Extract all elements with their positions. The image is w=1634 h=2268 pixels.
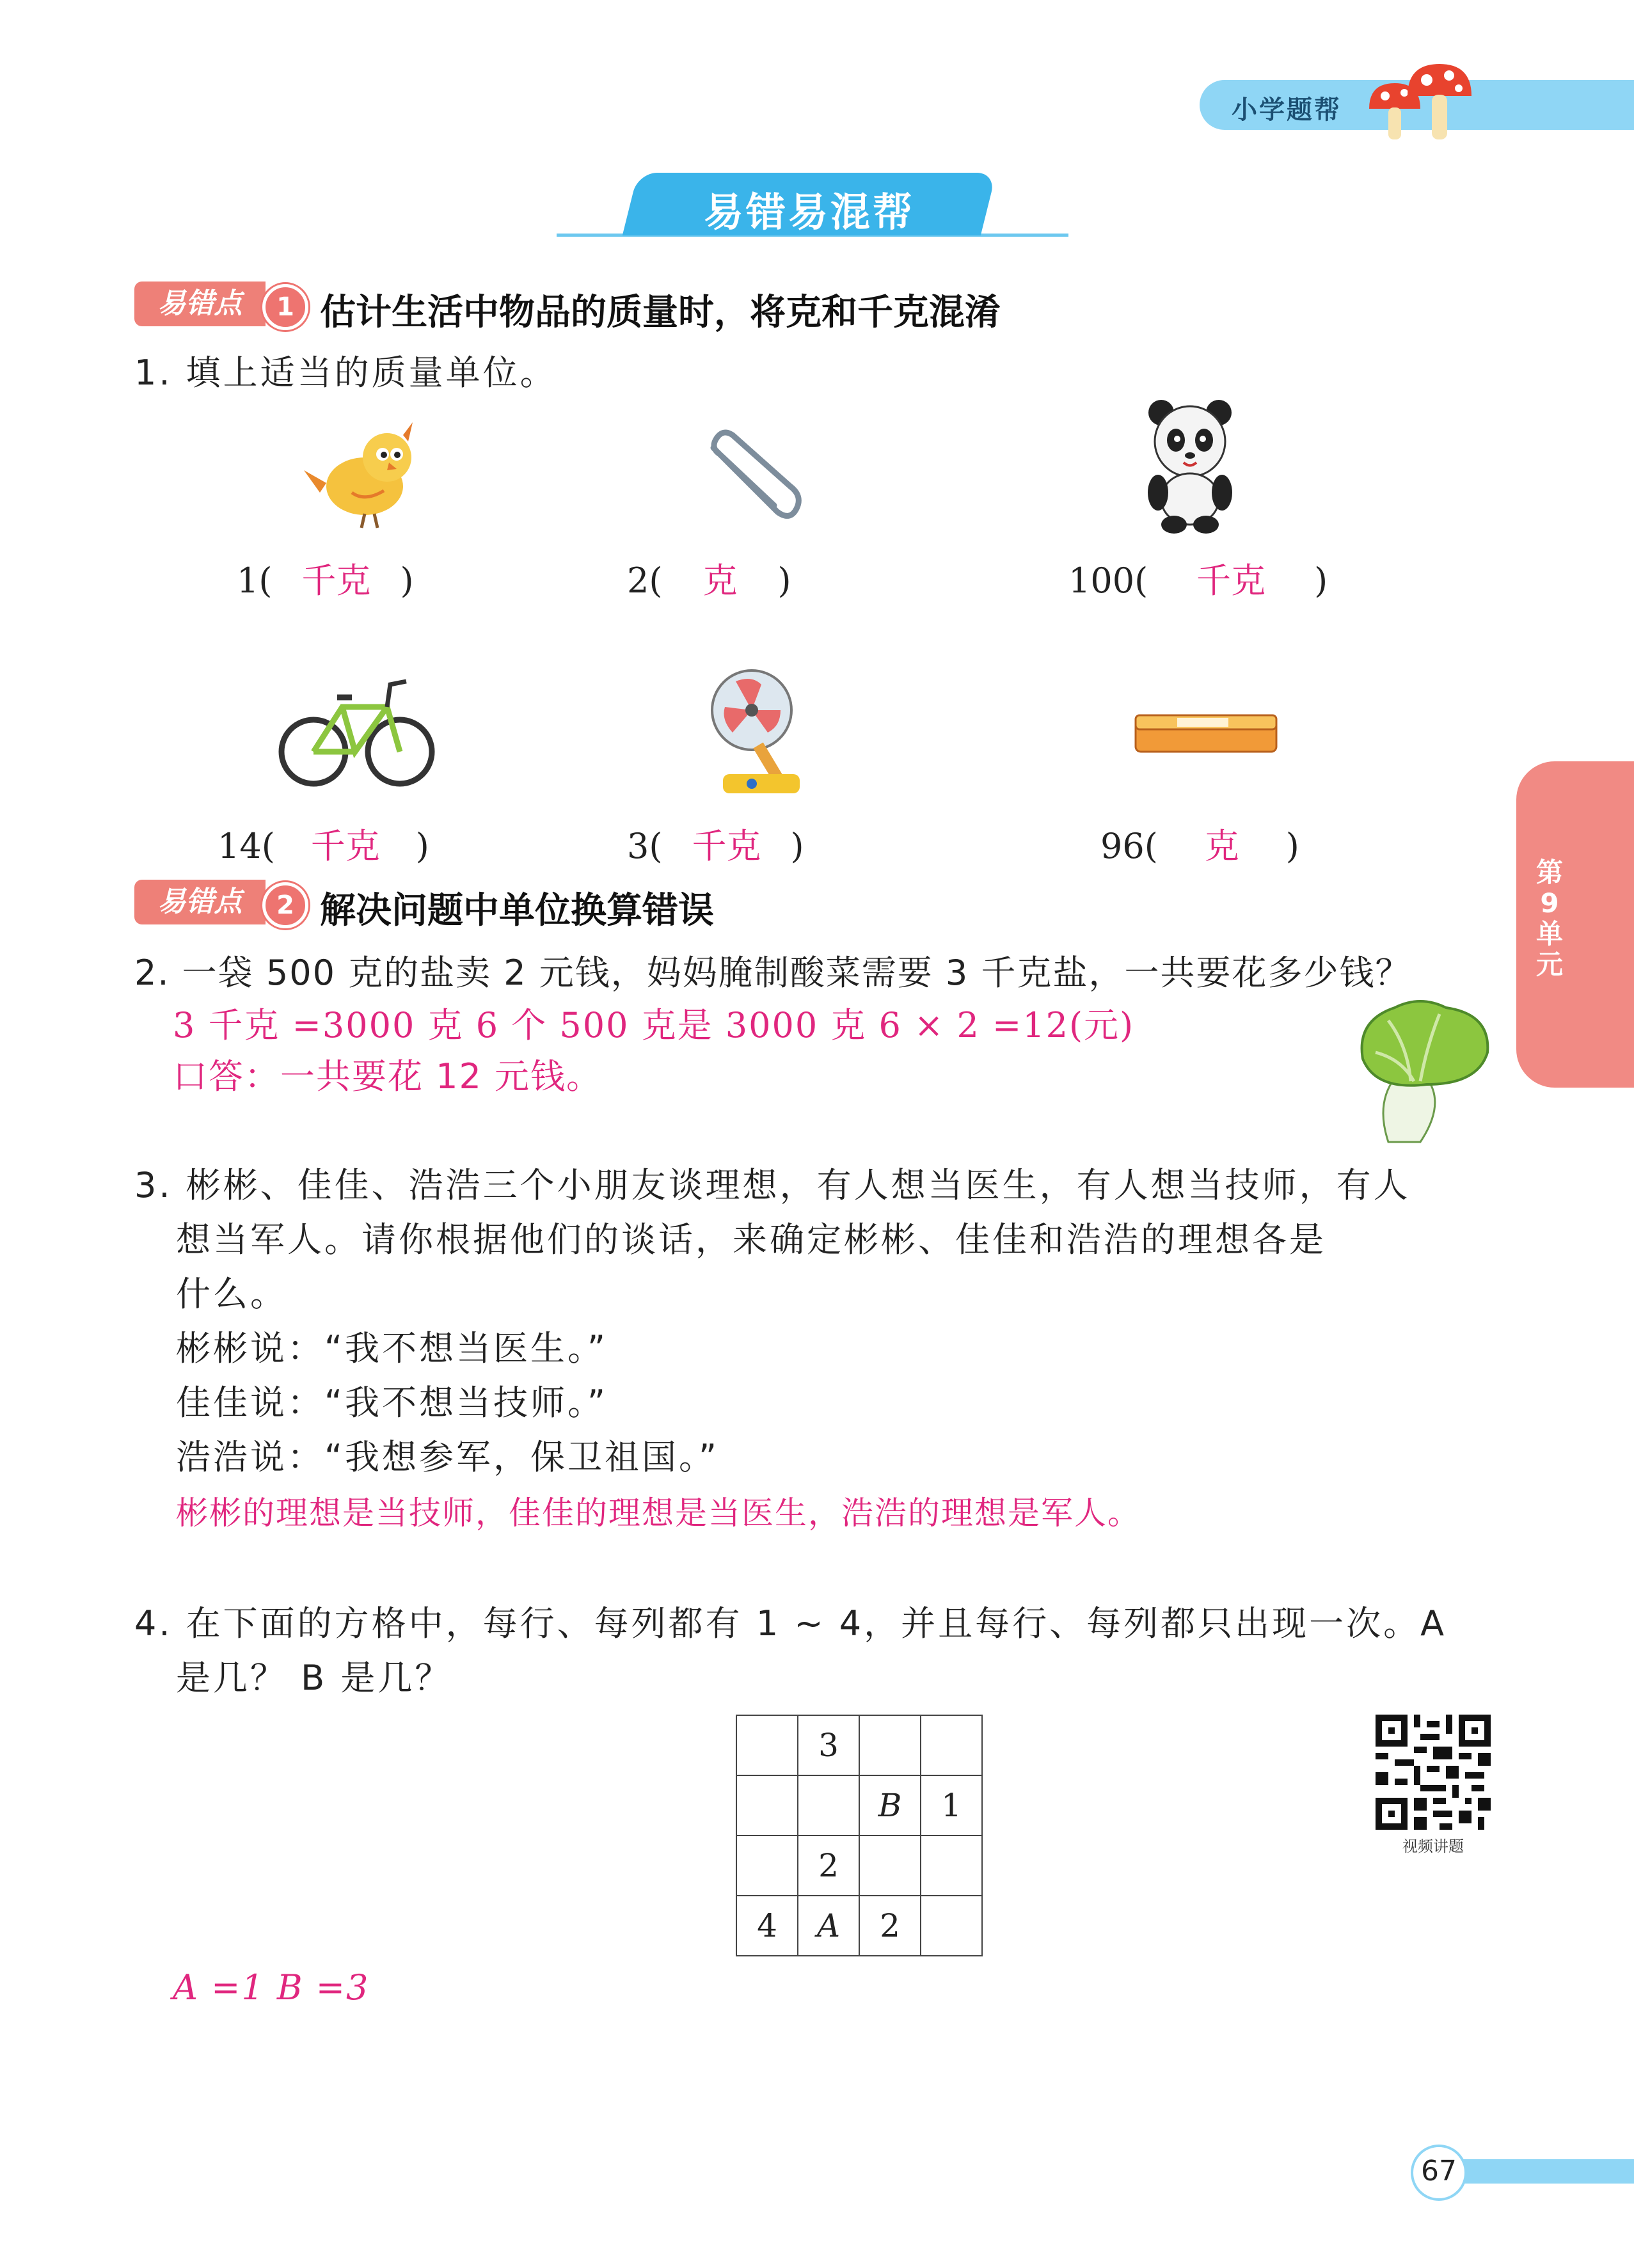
question-3-speech-2: 佳佳说：“我不想当技师。” [176, 1383, 608, 1423]
grid-cell [921, 1896, 982, 1956]
page-number: 67 [1421, 2155, 1457, 2187]
answer-unit: 千克 [301, 560, 371, 601]
question-4-prompt-line2: 是几？ B 是几？ [176, 1658, 452, 1698]
answer-unit: 千克 [1196, 560, 1266, 601]
paperclip-icon [701, 429, 803, 525]
grid-cell: A [798, 1896, 859, 1956]
grid-cell [859, 1715, 921, 1775]
grid-cell: 2 [859, 1896, 921, 1956]
mass-item-1: 1( 千克 ) [237, 553, 414, 603]
mass-item-5: 3( 千克 ) [627, 819, 804, 868]
error-point-2 [134, 880, 1158, 932]
question-3-prompt-line2: 想当军人。请你根据他们的谈话，来确定彬彬、佳佳和浩浩的理想各是 [176, 1219, 1326, 1260]
pencil-case-icon [1132, 710, 1280, 761]
mass-item-2: 2( 克 ) [627, 553, 791, 603]
question-3-prompt-line3: 什么。 [176, 1274, 287, 1314]
answer-unit: 千克 [692, 826, 761, 866]
error-point-number: 1 [262, 284, 308, 330]
section-title: 易错易混帮 [703, 189, 915, 235]
grid-cell: 4 [736, 1896, 798, 1956]
grid-cell: B [859, 1775, 921, 1836]
answer-unit: 克 [702, 560, 738, 601]
grid-cell [921, 1836, 982, 1896]
grid-row [736, 1715, 982, 1775]
grid-cell [921, 1715, 982, 1775]
error-point-1 [134, 282, 1158, 333]
panda-icon [1139, 397, 1241, 534]
question-4-answer: A =1 B =3 [173, 1967, 370, 2008]
qr-code-icon[interactable] [1376, 1715, 1491, 1830]
grid-row [736, 1896, 982, 1956]
question-3-prompt-line1: 3. 彬彬、佳佳、浩浩三个小朋友谈理想，有人想当医生，有人想当技师，有人 [134, 1165, 1411, 1205]
bicycle-icon [278, 669, 435, 790]
cabbage-icon [1350, 995, 1497, 1148]
mushroom-icon [1344, 58, 1471, 147]
brand-title: 小学题帮 [1232, 95, 1342, 125]
fan-icon [707, 665, 809, 803]
answer-unit: 千克 [310, 826, 380, 866]
grid-cell: 1 [921, 1775, 982, 1836]
error-point-number: 2 [262, 882, 308, 928]
grid-row [736, 1775, 982, 1836]
question-1-prompt: 1. 填上适当的质量单位。 [134, 353, 557, 393]
grid-cell [736, 1715, 798, 1775]
question-3-speech-1: 彬彬说：“我不想当医生。” [176, 1328, 608, 1368]
question-2-prompt: 2. 一袋 500 克的盐卖 2 元钱，妈妈腌制酸菜需要 3 千克盐，一共要花多少钱？ [134, 953, 1411, 993]
answer-unit: 克 [1204, 826, 1239, 866]
number-grid [736, 1715, 983, 1956]
qr-label: 视频讲题 [1402, 1837, 1464, 1855]
grid-cell: 2 [798, 1836, 859, 1896]
unit-side-label: 第9单元 [1535, 857, 1563, 980]
question-3-speech-3: 浩浩说：“我想参军，保卫祖国。” [176, 1437, 719, 1477]
error-point-label: 易错点 [134, 880, 266, 924]
mass-item-3: 100( 千克 ) [1068, 553, 1328, 603]
grid-cell: 3 [798, 1715, 859, 1775]
grid-cell [736, 1775, 798, 1836]
grid-cell [798, 1775, 859, 1836]
question-3-answer: 彬彬的理想是当技师，佳佳的理想是当医生，浩浩的理想是军人。 [176, 1495, 1141, 1532]
error-point-title: 估计生活中物品的质量时，将克和千克混淆 [320, 292, 1001, 333]
grid-row [736, 1836, 982, 1896]
question-2-answer-line2: 口答：一共要花 12 元钱。 [173, 1056, 603, 1097]
question-4-prompt-line1: 4. 在下面的方格中，每行、每列都有 1 ~ 4，并且每行、每列都只出现一次。A [134, 1603, 1447, 1644]
question-2-answer-line1: 3 千克 =3000 克 6 个 500 克是 3000 克 6 × 2 =12(元) [173, 1005, 1135, 1045]
error-point-label: 易错点 [134, 282, 266, 326]
bird-icon [301, 419, 422, 531]
grid-cell [859, 1836, 921, 1896]
mass-item-4: 14( 千克 ) [218, 819, 429, 868]
grid-cell [736, 1836, 798, 1896]
error-point-title: 解决问题中单位换算错误 [320, 890, 714, 932]
mass-item-6: 96( 克 ) [1100, 819, 1299, 868]
